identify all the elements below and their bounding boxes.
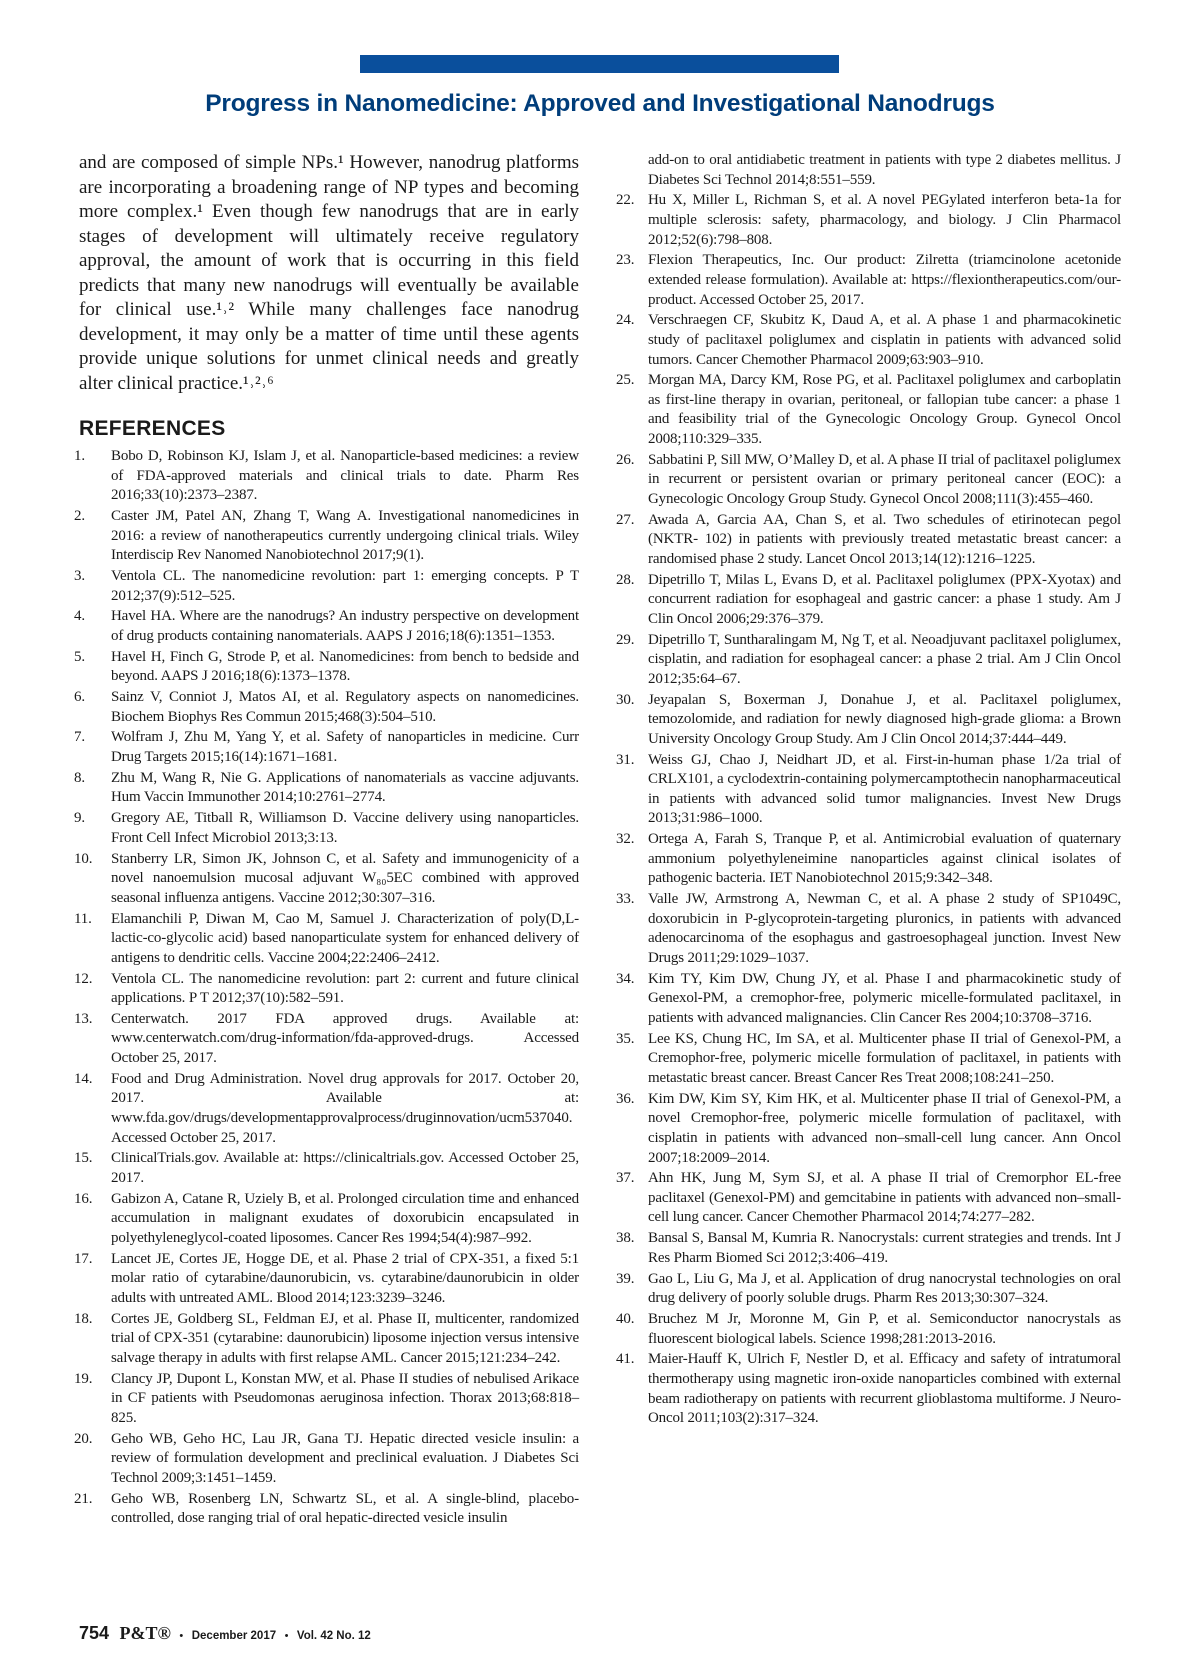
reference-number: 21.	[74, 1490, 93, 1507]
reference-text: Hu X, Miller L, Richman S, et al. A novel PEGylated interferon beta-1a for multiple sclerosis: safety, pharmacology, and biology. J Clin Pharmacol 2012;52(6):798–808.	[648, 192, 1121, 248]
reference-text: add-on to oral antidiabetic treatment in patients with type 2 diabetes mellitus. J Diabetes Sci Technol 2014;8:551–559.	[648, 152, 1121, 188]
reference-item	[616, 191, 1121, 250]
reference-item	[616, 970, 1121, 1029]
volume-info: Vol. 42 No. 12	[296, 1630, 371, 1642]
reference-number: 17.	[74, 1250, 93, 1267]
left-column	[74, 151, 579, 1530]
page-number: 754	[79, 1623, 110, 1643]
reference-text: Ahn HK, Jung M, Sym SJ, et al. A phase II trial of Cremorphor EL-free paclitaxel (Genexol-PM) and gemcitabine in patients with advanced non–small-cell lung cancer. Cancer Chemother Pharmacol 2014;74:277–282.	[648, 1170, 1121, 1226]
reference-item	[616, 1090, 1121, 1168]
reference-text: Bansal S, Bansal M, Kumria R. Nanocrystals: current strategies and trends. Int J Res Pharm Biomed Sci 2012;3:406–419.	[648, 1230, 1121, 1266]
reference-item	[74, 769, 579, 808]
references-list-right	[616, 151, 1121, 1429]
reference-item	[616, 691, 1121, 750]
reference-text: Gregory AE, Titball R, Williamson D. Vaccine delivery using nanoparticles. Front Cell Infect Microbiol 2013;3:13.	[111, 810, 579, 846]
reference-text: Gabizon A, Catane R, Uziely B, et al. Prolonged circulation time and enhanced accumulation in malignant exudates of doxorubicin encapsulated in polyethyleneglycol-coated liposomes. Cancer Res 1994;54(4):987–992.	[111, 1190, 579, 1246]
reference-item	[74, 567, 579, 606]
reference-text: Elamanchili P, Diwan M, Cao M, Samuel J. Characterization of poly(D,L-lactic-co-glycolic acid) based nanoparticulate system for enhanced delivery of antigens to dendritic cells. Vaccine 2004;22:2406–2412.	[111, 910, 579, 966]
reference-text: Lee KS, Chung HC, Im SA, et al. Multicenter phase II trial of Genexol-PM, a Cremophor-free, polymeric micelle formulation of paclitaxel, in patients with metastatic breast cancer. Breast Cancer Res Treat 2008;108:241–250.	[648, 1030, 1121, 1086]
page-footer	[79, 1623, 371, 1644]
reference-item	[74, 809, 579, 848]
reference-number: 2.	[74, 507, 85, 524]
reference-item	[74, 1310, 579, 1369]
reference-text: Lancet JE, Cortes JE, Hogge DE, et al. Phase 2 trial of CPX-351, a fixed 5:1 molar ratio of cytarabine/daunorubicin, vs. cytarabine/daunorubicin in older adults with untreated AML. Blood 2014;123:3239–3246.	[111, 1250, 579, 1306]
reference-text: Kim TY, Kim DW, Chung JY, et al. Phase I and pharmacokinetic study of Genexol-PM, a cremophor-free, polymeric micelle-formulated paclitaxel, in patients with advanced malignancies. Clin Cancer Res 2004;10:3708–3716.	[648, 970, 1121, 1026]
reference-text: Dipetrillo T, Suntharalingam M, Ng T, et al. Neoadjuvant paclitaxel poliglumex, cisplatin, and radiation for esophageal cancer: a phase 2 trial. Am J Clin Oncol 2012;35:64–67.	[648, 631, 1121, 687]
reference-number: 39.	[616, 1270, 635, 1287]
reference-text: Maier-Hauff K, Ulrich F, Nestler D, et al. Efficacy and safety of intratumoral thermotherapy using magnetic iron-oxide nanoparticles combined with external beam radiotherapy on patients with recurrent glioblastoma multiforme. J Neuro-Oncol 2011;103(2):317–324.	[648, 1351, 1121, 1427]
reference-number: 36.	[616, 1090, 635, 1107]
reference-number: 38.	[616, 1230, 635, 1247]
separator-dot: •	[284, 1630, 289, 1642]
journal-name: P&T®	[119, 1623, 171, 1643]
reference-item	[74, 1010, 579, 1069]
reference-item	[616, 151, 1121, 190]
reference-item	[616, 631, 1121, 690]
reference-text: Havel H, Finch G, Strode P, et al. Nanomedicines: from bench to bedside and beyond. AAPS J 2016;18(6):1373–1378.	[111, 648, 579, 685]
reference-number: 25.	[616, 372, 635, 389]
reference-item	[616, 371, 1121, 449]
reference-number: 34.	[616, 970, 635, 987]
reference-number: 26.	[616, 451, 635, 468]
reference-number: 5.	[74, 648, 85, 665]
reference-item	[74, 850, 579, 909]
reference-item	[616, 571, 1121, 630]
reference-number: 1.	[74, 448, 85, 464]
reference-text: Valle JW, Armstrong A, Newman C, et al. A phase 2 study of SP1049C, doxorubicin in P-glycoprotein-targeting pluronics, in patients with advanced adenocarcinoma of the esophagus and gastroesophageal junction. Invest New Drugs 2011;29:1029–1037.	[648, 891, 1121, 966]
reference-item	[74, 728, 579, 767]
reference-number: 15.	[74, 1150, 93, 1167]
reference-text: Kim DW, Kim SY, Kim HK, et al. Multicenter phase II trial of Genexol-PM, a novel Cremophor-free, polymeric micelle formulation of paclitaxel, with cisplatin in patients with advanced non–small-cell lung cancer. Ann Oncol 2007;18:2009–2014.	[648, 1090, 1121, 1166]
reference-text: Sabbatini P, Sill MW, O’Malley D, et al. A phase II trial of paclitaxel poliglumex in recurrent or persistent ovarian or primary peritoneal cancer (EOC): a Gynecologic Oncology Group Study. Gynecol Oncol 2008;111(3):455–460.	[648, 451, 1121, 508]
reference-item	[616, 451, 1121, 510]
reference-text: Dipetrillo T, Milas L, Evans D, et al. Paclitaxel poliglumex (PPX-Xyotax) and concurrent radiation for esophageal and gastric cancer: a phase 1 study. Am J Clin Oncol 2006;29:376–379.	[648, 571, 1121, 627]
reference-text: Geho WB, Rosenberg LN, Schwartz SL, et al. A single-blind, placebo-controlled, dose ranging trial of oral hepatic-directed vesicle insulin	[111, 1490, 579, 1527]
page-title: Progress in Nanomedicine: Approved and Investigational Nanodrugs	[205, 90, 995, 117]
reference-number: 20.	[74, 1430, 93, 1447]
reference-item	[616, 1310, 1121, 1349]
reference-number: 37.	[616, 1170, 635, 1187]
reference-number: 4.	[74, 608, 85, 625]
reference-item	[616, 1270, 1121, 1309]
reference-text: Cortes JE, Goldberg SL, Feldman EJ, et al. Phase II, multicenter, randomized trial of CPX-351 (cytarabine: daunorubicin) liposome injection versus intensive salvage therapy in adults with first relapse AML. Cancer 2015;121:234–242.	[111, 1310, 579, 1366]
reference-number: 32.	[616, 831, 635, 848]
reference-number: 14.	[74, 1070, 93, 1087]
reference-item	[74, 1430, 579, 1489]
reference-text: Flexion Therapeutics, Inc. Our product: Zilretta (triamcinolone acetonide extended release formulation). Available at: https://flexiontherapeutics.com/our-product. Accessed October 25, 2017.	[648, 252, 1121, 308]
reference-item	[616, 830, 1121, 889]
reference-text: Morgan MA, Darcy KM, Rose PG, et al. Paclitaxel poliglumex and carboplatin as first-line therapy in ovarian, peritoneal, or fallopian tube cancer: a phase 1 and feasibility trial of the Gynecologic Oncology Group. Gynecol Oncol 2008;110:329–335.	[648, 372, 1121, 448]
reference-number: 12.	[74, 970, 93, 987]
intro-paragraph: and are composed of simple NPs.¹ However, nanodrug platforms are incorporating a broadening range of NP types and becoming more complex.¹ Even though few nanodrugs that are in early stages of development will ultimately receive regulatory approval, the amount of work that is occurring in this field predicts that many new nanodrugs will eventually be available for clinical use.¹˒² While many challenges face nanodrug development, it may only be a matter of time until these agents provide unique solutions for unmet clinical needs and greatly alter clinical practice.¹˒²˒⁶	[79, 152, 579, 394]
reference-number: 24.	[616, 312, 635, 329]
references-list-left	[74, 447, 579, 1529]
reference-item	[616, 1350, 1121, 1428]
reference-item	[616, 1169, 1121, 1228]
header-accent-bar	[360, 55, 839, 73]
reference-item	[616, 1229, 1121, 1268]
reference-item	[616, 890, 1121, 968]
reference-item	[74, 648, 579, 687]
reference-text: Ventola CL. The nanomedicine revolution: part 2: current and future clinical applications. P T 2012;37(10):582–591.	[111, 970, 579, 1007]
reference-number: 10.	[74, 850, 93, 867]
reference-number: 31.	[616, 751, 635, 768]
reference-text: Ventola CL. The nanomedicine revolution: part 1: emerging concepts. P T 2012;37(9):512–525.	[111, 567, 579, 604]
reference-text: Weiss GJ, Chao J, Neidhart JD, et al. First-in-human phase 1/2a trial of CRLX101, a cyclodextrin-containing polymercamptothecin nanopharmaceutical in patients with advanced solid tumor malignancies. Invest New Drugs 2013;31:986–1000.	[648, 751, 1121, 827]
reference-number: 16.	[74, 1190, 93, 1207]
reference-number: 13.	[74, 1010, 93, 1027]
reference-text: Verschraegen CF, Skubitz K, Daud A, et al. A phase 1 and pharmacokinetic study of paclitaxel poliglumex and cisplatin in patients with advanced solid tumors. Cancer Chemother Pharmacol 2009;63:903–910.	[648, 312, 1121, 368]
reference-item	[74, 1370, 579, 1429]
reference-text: Food and Drug Administration. Novel drug approvals for 2017. October 20, 2017. Available at: www.fda.gov/drugs/developmentapprovalprocess/druginnovation/ucm537040. Accessed October 25, 2017.	[111, 1070, 579, 1146]
reference-number: 41.	[616, 1351, 635, 1368]
reference-text: Jeyapalan S, Boxerman J, Donahue J, et al. Paclitaxel poliglumex, temozolomide, and radiation for newly diagnosed high-grade glioma: a Brown University Oncology Group Study. Am J Clin Oncol 2014;37:444–449.	[648, 691, 1121, 747]
issue-date: December 2017	[191, 1630, 277, 1642]
reference-number: 40.	[616, 1311, 635, 1327]
reference-text: Sainz V, Conniot J, Matos AI, et al. Regulatory aspects on nanomedicines. Biochem Biophys Res Commun 2015;468(3):504–510.	[111, 689, 579, 725]
reference-number: 19.	[74, 1370, 93, 1387]
reference-text: Centerwatch. 2017 FDA approved drugs. Available at: www.centerwatch.com/drug-information/fda-approved-drugs. Accessed October 25, 2017.	[111, 1010, 579, 1067]
reference-text: Havel HA. Where are the nanodrugs? An industry perspective on development of drug products containing nanomaterials. AAPS J 2016;18(6):1351–1353.	[111, 608, 579, 644]
reference-text: Awada A, Garcia AA, Chan S, et al. Two schedules of etirinotecan pegol (NKTR- 102) in patients with previously treated metastatic breast cancer: a randomised phase 2 study. Lancet Oncol 2013;14(12):1216–1225.	[648, 511, 1121, 567]
reference-number: 28.	[616, 571, 635, 588]
reference-number: 30.	[616, 691, 635, 708]
reference-number: 29.	[616, 631, 635, 648]
reference-item	[74, 1250, 579, 1309]
separator-dot: •	[179, 1630, 184, 1642]
reference-text: Wolfram J, Zhu M, Yang Y, et al. Safety of nanoparticles in medicine. Curr Drug Targets 2015;16(14):1671–1681.	[111, 729, 579, 766]
reference-text: Caster JM, Patel AN, Zhang T, Wang A. Investigational nanomedicines in 2016: a review of nanotherapeutics currently undergoing clinical trials. Wiley Interdiscip Rev Nanomed Nanobiotechnol 2017;9(1).	[111, 507, 579, 564]
reference-number: 8.	[74, 769, 85, 786]
reference-item	[616, 251, 1121, 310]
reference-item	[616, 751, 1121, 829]
reference-item	[616, 1030, 1121, 1089]
reference-number: 3.	[74, 567, 85, 584]
reference-item	[74, 447, 579, 506]
reference-item	[74, 1190, 579, 1249]
reference-item	[74, 1149, 579, 1188]
reference-text: Bobo D, Robinson KJ, Islam J, et al. Nanoparticle-based medicines: a review of FDA-approved materials and clinical trials to date. Pharm Res 2016;33(10):2373–2387.	[111, 448, 579, 504]
reference-number: 27.	[616, 511, 635, 528]
reference-number: 22.	[616, 192, 635, 209]
reference-number: 6.	[74, 689, 85, 706]
reference-item	[74, 910, 579, 969]
reference-number: 35.	[616, 1030, 635, 1047]
reference-text: Zhu M, Wang R, Nie G. Applications of nanomaterials as vaccine adjuvants. Hum Vaccin Immunother 2014;10:2761–2774.	[111, 769, 579, 806]
reference-item	[74, 970, 579, 1009]
reference-item	[616, 311, 1121, 370]
reference-number: 9.	[74, 810, 85, 827]
reference-text: Ortega A, Farah S, Tranque P, et al. Antimicrobial evaluation of quaternary ammonium polyethyleneimine nanoparticles against clinical isolates of pathogenic bacteria. IET Nanobiotechnol 2015;9:342–348.	[648, 831, 1121, 887]
reference-item	[74, 607, 579, 646]
reference-text: Clancy JP, Dupont L, Konstan MW, et al. Phase II studies of nebulised Arikace in CF patients with Pseudomonas aeruginosa infection. Thorax 2013;68:818– 825.	[111, 1370, 579, 1426]
reference-number: 18.	[74, 1310, 93, 1327]
reference-item	[74, 507, 579, 566]
right-column	[616, 151, 1121, 1430]
reference-item	[616, 511, 1121, 570]
reference-item	[74, 688, 579, 727]
reference-text: ClinicalTrials.gov. Available at: https://clinicaltrials.gov. Accessed October 25, 2017.	[111, 1150, 579, 1186]
reference-text: Geho WB, Geho HC, Lau JR, Gana TJ. Hepatic directed vesicle insulin: a review of formulation development and preclinical evaluation. J Diabetes Sci Technol 2009;3:1451–1459.	[111, 1430, 579, 1486]
reference-number: 23.	[616, 252, 635, 269]
reference-text: Bruchez M Jr, Moronne M, Gin P, et al. Semiconductor nanocrystals as fluorescent biological labels. Science 1998;281:2013-2016.	[648, 1311, 1121, 1347]
reference-text: Gao L, Liu G, Ma J, et al. Application of drug nanocrystal technologies on oral drug delivery of poorly soluble drugs. Pharm Res 2013;30:307–324.	[648, 1270, 1121, 1307]
reference-number: 33.	[616, 891, 635, 908]
reference-item	[74, 1490, 579, 1529]
reference-number: 11.	[74, 910, 92, 927]
reference-text: Stanberry LR, Simon JK, Johnson C, et al. Safety and immunogenicity of a novel nanoemulsion mucosal adjuvant W₈₀5EC combined with approved seasonal influenza antigens. Vaccine 2012;30:307–316.	[111, 850, 579, 906]
reference-number: 7.	[74, 729, 85, 746]
reference-item	[74, 1070, 579, 1148]
references-heading: REFERENCES	[79, 417, 226, 440]
